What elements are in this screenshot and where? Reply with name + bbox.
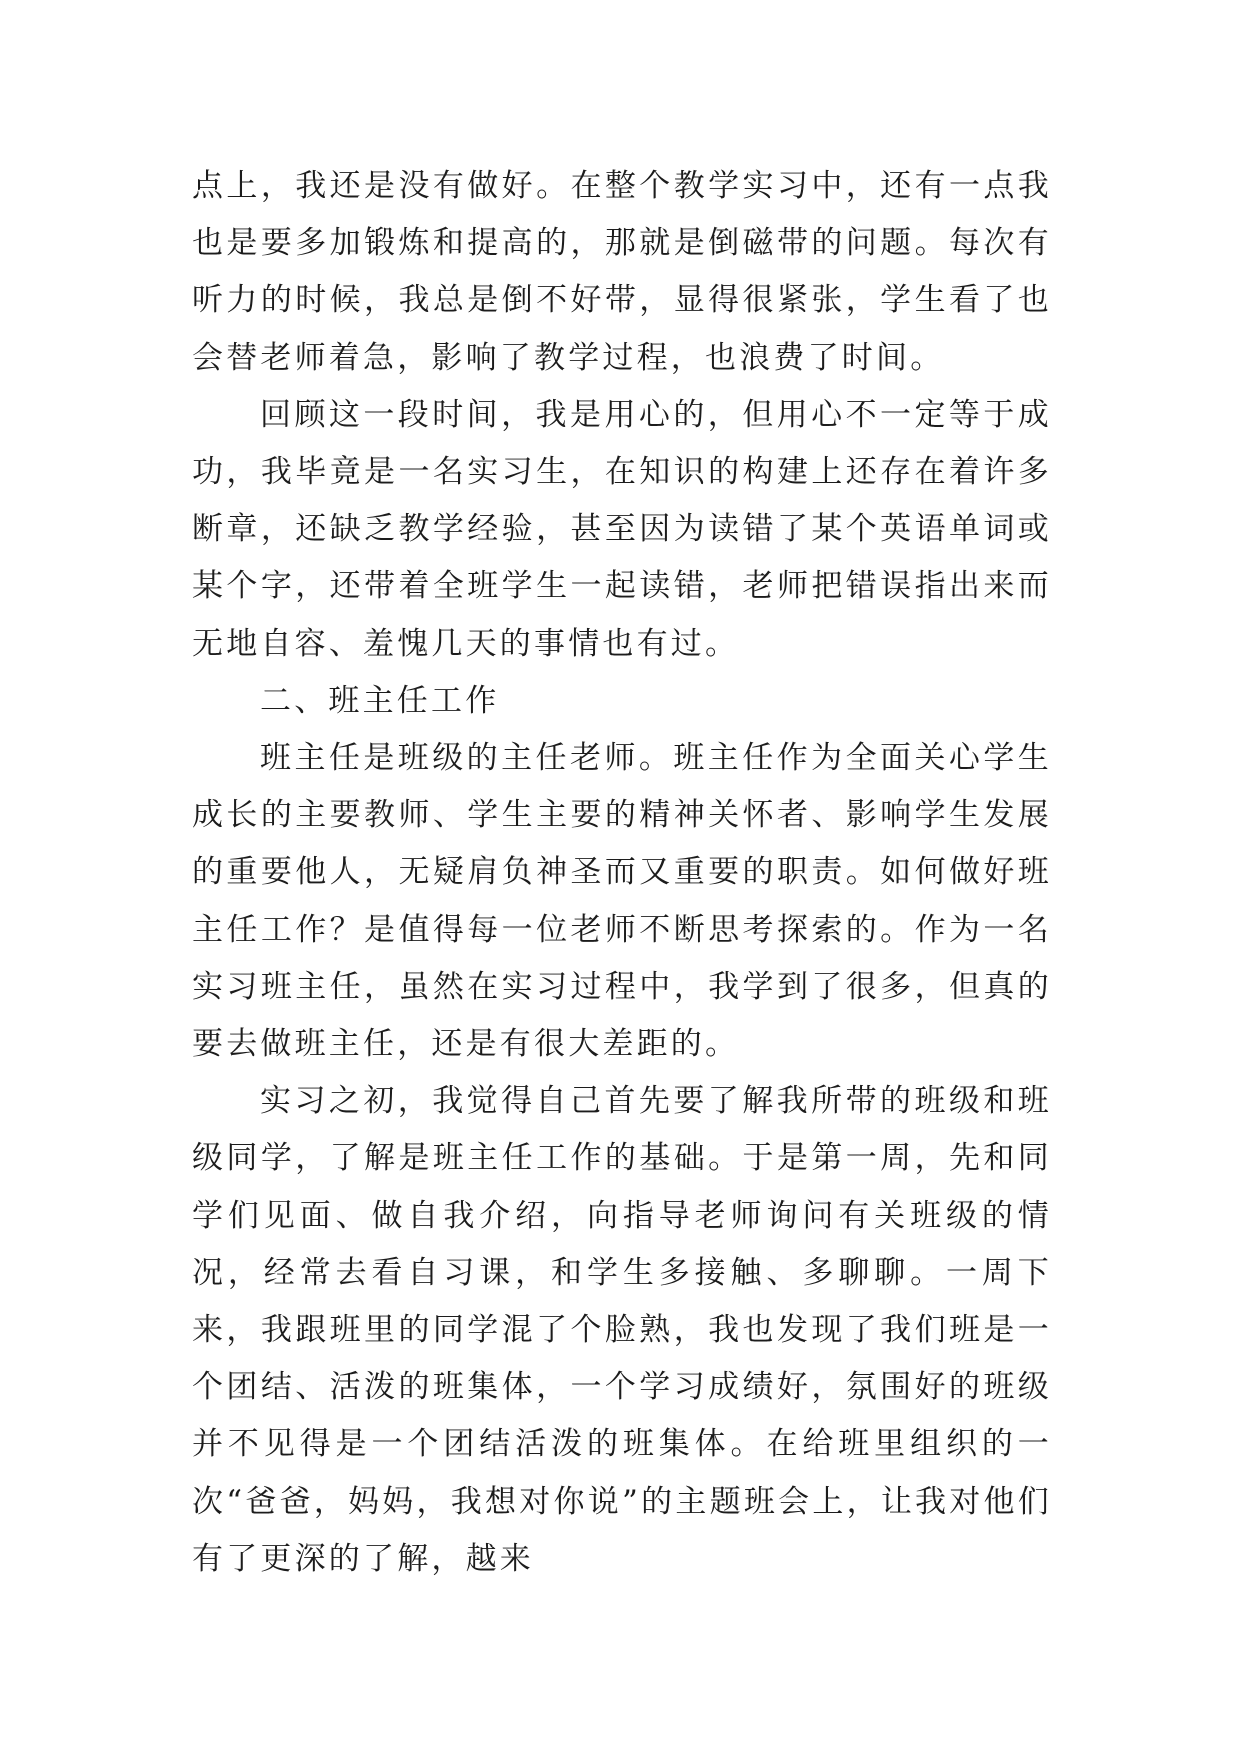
paragraph-reflection: 回顾这一段时间，我是用心的，但用心不一定等于成功，我毕竟是一名实习生，在知识的构建上还存在着许多断章，还缺乏教学经验，甚至因为读错了某个英语单词或某个字，还带着全班学生一起读错，老师把错误指出来而无地自容、羞愧几天的事情也有过。 xyxy=(192,396,1052,662)
document-body xyxy=(192,158,1052,1588)
paragraph-internship-start: 实习之初，我觉得自己首先要了解我所带的班级和班级同学，了解是班主任工作的基础。于是第一周，先和同学们见面、做自我介绍，向指导老师询问有关班级的情况，经常去看自习课，和学生多接触、多聊聊。一周下来，我跟班里的同学混了个脸熟，我也发现了我们班是一个团结、活泼的班集体，一个学习成绩好，氛围好的班级并不见得是一个团结活泼的班集体。在给班里组织的一次“爸爸，妈妈，我想对你说”的主题班会上，让我对他们有了更深的了解，越来 xyxy=(192,1083,1052,1577)
paragraph-head-teacher-role: 班主任是班级的主任老师。班主任作为全面关心学生成长的主要教师、学生主要的精神关怀者、影响学生发展的重要他人，无疑肩负神圣而又重要的职责。如何做好班主任工作？是值得每一位老师不断思考探索的。作为一名实习班主任，虽然在实习过程中，我学到了很多，但真的要去做班主任，还是有很大差距的。 xyxy=(192,740,1052,1063)
section-heading-head-teacher-work: 二、班主任工作 xyxy=(260,682,500,719)
paragraph-continuation: 点上，我还是没有做好。在整个教学实习中，还有一点我也是要多加锻炼和提高的，那就是倒磁带的问题。每次有听力的时候，我总是倒不好带，显得很紧张，学生看了也会替老师着急，影响了教学过程，也浪费了时间。 xyxy=(192,168,1052,376)
